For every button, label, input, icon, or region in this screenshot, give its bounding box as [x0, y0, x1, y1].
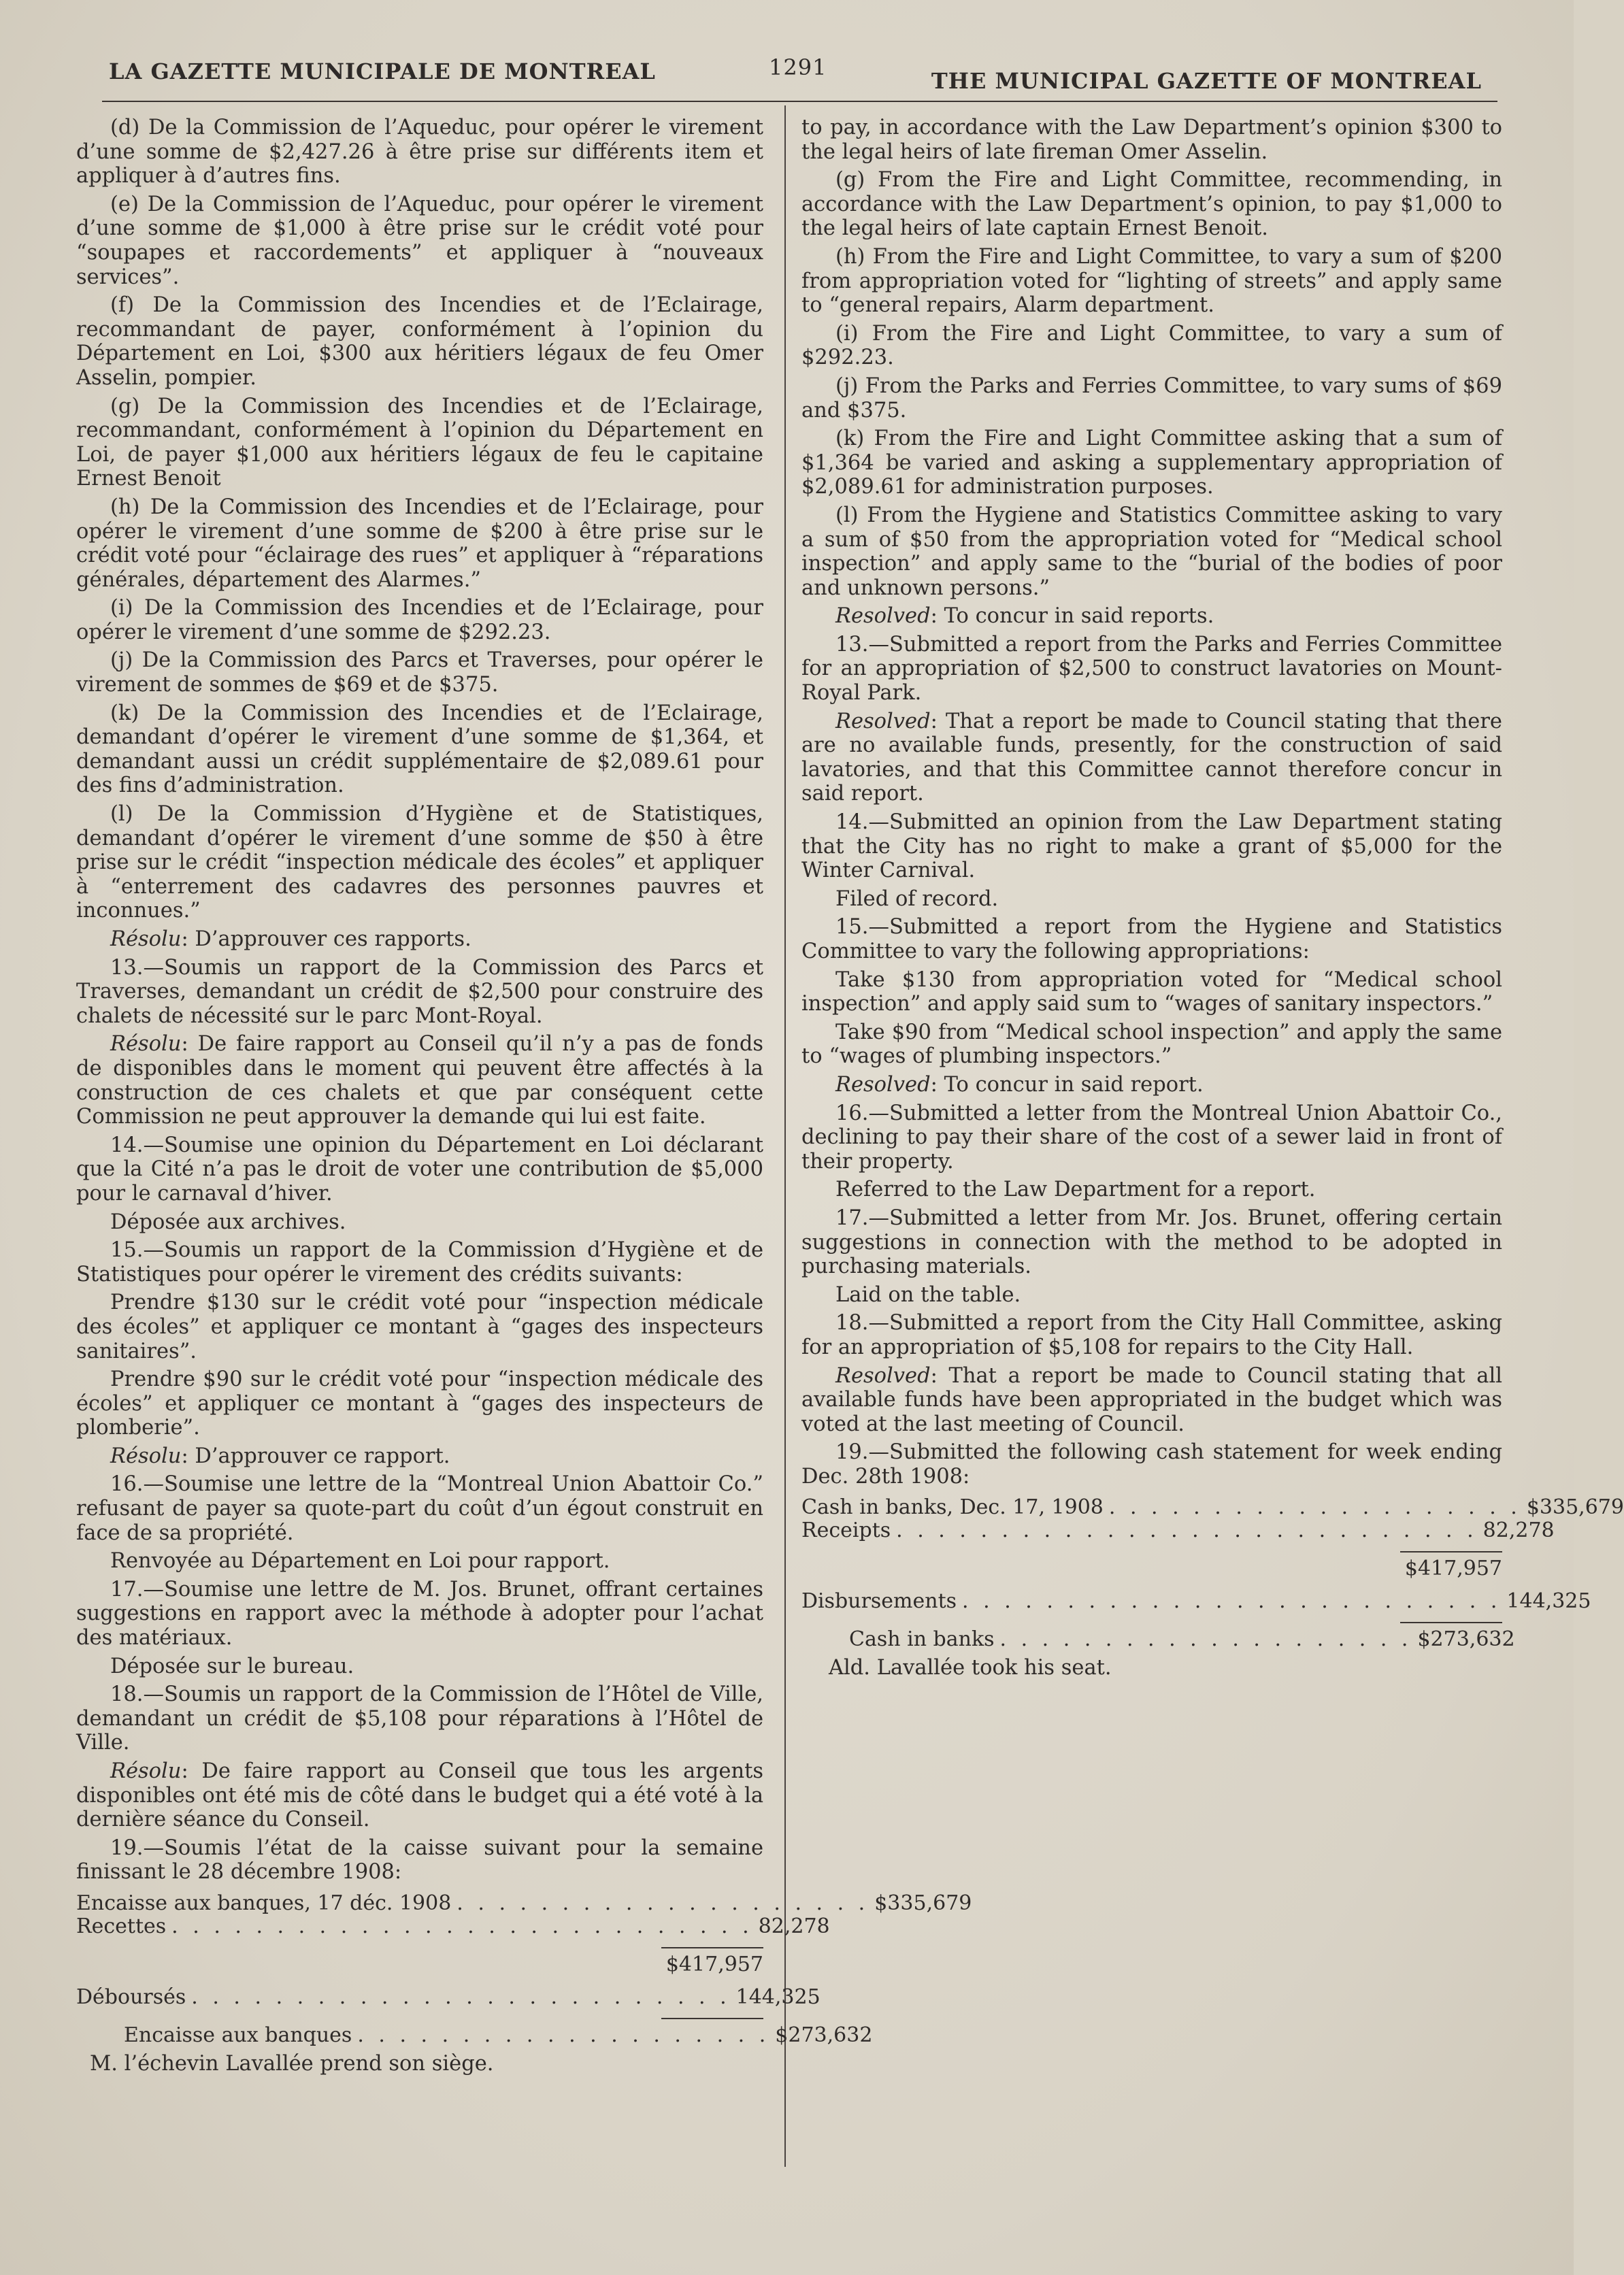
item-15: 15.—Soumis un rapport de la Commission d’Hygiène et de Statistiques pour opérer le virement des crédits suivants:: [76, 1238, 763, 1286]
cash-subtotal: $417,957: [665, 1952, 763, 1976]
leader-dots: . . . . . . . . . . . . . . . . . . . . . . . . . .: [191, 1985, 731, 2009]
cash-total-row: [801, 1627, 1515, 1652]
paragraph-i: (i) From the Fire and Light Committee, to vary a sum of $292.23.: [801, 321, 1502, 370]
paragraph-l: (l) De la Commission d’Hygiène et de Statistiques, demandant d’opérer le virement d’une somme de $50 à être prise sur le crédit “inspection médicale des écoles” et appliquer à “enterrement des cadavres des personnes pauvres et inconnues.”: [76, 802, 763, 923]
paragraph-h: (h) De la Commission des Incendies et de l’Eclairage, pour opérer le virement d’une somme de $200 à être prise sur le crédit voté pour “éclairage des rues” et appliquer à “réparations générales, département des Alarmes.”: [76, 495, 763, 592]
resolved-label: Resolved: [835, 709, 931, 733]
leader-dots: . . . . . . . . . . . . . . . . . . . .: [999, 1627, 1412, 1652]
resolution-4: [76, 1759, 763, 1832]
cash-amount: $335,679: [1526, 1495, 1624, 1520]
paragraph-j: (j) From the Parks and Ferries Committee, to vary sums of $69 and $375.: [801, 373, 1502, 422]
item-14-note: Filed of record.: [835, 886, 999, 911]
cash-label: Receipts: [801, 1518, 891, 1543]
resolu-text: : De faire rapport au Conseil que tous les argents disponibles ont été mis de côté dans le budget qui a été voté à la dernière séance du Conseil.: [76, 1759, 763, 1832]
cash-statement-fr: [76, 1891, 972, 2047]
cash-amount: 82,278: [758, 1914, 830, 1938]
leader-dots: . . . . . . . . . . . . . . . . . . . .: [1108, 1495, 1521, 1520]
cash-amount: 144,325: [1506, 1589, 1591, 1614]
cash-row: [76, 1914, 830, 1938]
item-18: 18.—Soumis un rapport de la Commission de l’Hôtel de Ville, demandant un crédit de $5,108 pour réparations à l’Hôtel de Ville.: [76, 1682, 763, 1755]
resolu-label: Résolu: [110, 927, 182, 951]
cash-amount: $335,679: [874, 1891, 972, 1915]
cash-amount: 144,325: [735, 1985, 821, 2009]
cash-label: Cash in banks, Dec. 17, 1908: [801, 1495, 1104, 1520]
item-17-note: Laid on the table.: [835, 1282, 1021, 1307]
item-15: 15.—Submitted a report from the Hygiene and Statistics Committee to vary the following appropriations:: [801, 915, 1502, 963]
resolution-3: [76, 1444, 763, 1469]
cash-row: [801, 1518, 1555, 1543]
item-16: 16.—Submitted a letter from the Montreal Union Abattoir Co., declining to pay their share of the cost of a sewer laid in front of their property.: [801, 1101, 1502, 1174]
item-16-note: Renvoyée au Département en Loi pour rapport.: [110, 1549, 610, 1574]
resolved-label: Resolved: [835, 604, 931, 629]
resolu-text: : D’approuver ce rapport.: [181, 1444, 450, 1468]
sum-rule: [661, 2018, 763, 2019]
item-19: 19.—Submitted the following cash statement for week ending Dec. 28th 1908:: [801, 1440, 1502, 1489]
item-18: 18.—Submitted a report from the City Hall Committee, asking for an appropriation of $5,108 for repairs to the City Hall.: [801, 1311, 1502, 1359]
resolu-label: Résolu: [110, 1759, 182, 1783]
item-15-b: Take $90 from “Medical school inspection” and apply the same to “wages of plumbing inspectors.”: [801, 1020, 1502, 1069]
resolved-label: Resolved: [835, 1072, 931, 1097]
closing-line: M. l’échevin Lavallée prend son siège.: [90, 2051, 494, 2076]
item-13: 13.—Submitted a report from the Parks and Ferries Committee for an appropriation of $2,500 to construct lavatories on Mount-Royal Park.: [801, 632, 1502, 705]
english-column: [801, 116, 1624, 1684]
item-17: 17.—Submitted a letter from Mr. Jos. Brunet, offering certain suggestions in connection with the method to be adopted in purchasing materials.: [801, 1206, 1502, 1279]
cash-subtotal: $417,957: [1404, 1557, 1502, 1581]
paragraph-g: (g) De la Commission des Incendies et de l’Eclairage, recommandant, conformément à l’opinion du Département en Loi, de payer $1,000 aux héritiers légaux de feu le capitaine Ernest Benoit: [76, 394, 763, 491]
cash-total-row: [76, 2023, 873, 2047]
resolution-2: [801, 710, 1502, 806]
cash-label: Recettes: [76, 1914, 167, 1938]
closing-line: Ald. Lavallée took his seat.: [829, 1656, 1112, 1680]
cash-row: [801, 1495, 1624, 1520]
item-14: 14.—Soumise une opinion du Département en Loi déclarant que la Cité n’a pas le droit de voter une contribution de $5,000 pour le carnaval d’hiver.: [76, 1133, 763, 1206]
sum-rule: [1400, 1551, 1502, 1552]
paragraph-l: (l) From the Hygiene and Statistics Committee asking to vary a sum of $50 from the appropriation voted for “Medical school inspection” and apply same to the “burial of the bodies of poor and unknown persons.”: [801, 503, 1502, 600]
leader-dots: . . . . . . . . . . . . . . . . . . . . . . . . . . . .: [896, 1518, 1478, 1543]
header-rule: [102, 101, 1497, 102]
sum-rule: [661, 1947, 763, 1948]
paragraph-e: (e) De la Commission de l’Aqueduc, pour opérer le virement d’une somme de $1,000 à être prise sur le crédit voté pour “soupapes et raccordements” et appliquer à “nouveaux services”.: [76, 192, 763, 289]
cash-subtotal-row: [76, 1953, 763, 1976]
cash-subtotal-row: [801, 1557, 1502, 1580]
cash-row: [801, 1589, 1591, 1614]
cash-amount: 82,278: [1482, 1518, 1555, 1543]
header-french-title: LA GAZETTE MUNICIPALE DE MONTREAL: [109, 59, 656, 84]
leader-dots: . . . . . . . . . . . . . . . . . . . . . . . . . .: [962, 1589, 1502, 1614]
item-17-note: Déposée sur le bureau.: [110, 1654, 354, 1678]
paragraph-f-continued: to pay, in accordance with the Law Department’s opinion $300 to the legal heirs of late fireman Omer Asselin.: [801, 116, 1502, 164]
header-english-title: THE MUNICIPAL GAZETTE OF MONTREAL: [931, 68, 1482, 94]
page-number: 1291: [769, 54, 827, 80]
paragraph-k: (k) De la Commission des Incendies et de l’Eclairage, demandant d’opérer le virement d’une somme de $1,364, et demandant aussi un crédit supplémentaire de $2,089.61 pour des fins d’administration.: [76, 701, 763, 798]
paragraph-i: (i) De la Commission des Incendies et de l’Eclairage, pour opérer le virement d’une somme de $292.23.: [76, 596, 763, 644]
resolu-label: Résolu: [110, 1032, 182, 1057]
item-16: 16.—Soumise une lettre de la “Montreal Union Abattoir Co.” refusant de payer sa quote-part du coût d’un égout construit en face de sa propriété.: [76, 1472, 763, 1545]
resolution-3: [801, 1073, 1502, 1097]
cash-label: Déboursés: [76, 1985, 186, 2009]
cash-row: [76, 1891, 972, 1915]
item-16-note: Referred to the Law Department for a report.: [835, 1178, 1316, 1202]
paragraph-h: (h) From the Fire and Light Committee, to vary a sum of $200 from appropriation voted for “lighting of streets” and apply same to “general repairs, Alarm department.: [801, 244, 1502, 318]
leader-dots: . . . . . . . . . . . . . . . . . . . .: [457, 1891, 869, 1915]
resolution-4: [801, 1364, 1502, 1437]
item-15-a: Prendre $130 sur le crédit voté pour “inspection médicale des écoles” et appliquer ce montant à “gages des inspecteurs sanitaires”.: [76, 1291, 763, 1363]
item-13: 13.—Soumis un rapport de la Commission des Parcs et Traverses, demandant un crédit de $2,500 pour construire des chalets de nécessité sur le parc Mont-Royal.: [76, 955, 763, 1028]
paragraph-f: (f) De la Commission des Incendies et de l’Eclairage, recommandant de payer, conformément à l’opinion du Département en Loi, $300 aux héritiers légaux de feu Omer Asselin, pompier.: [76, 293, 763, 390]
sum-rule: [1400, 1622, 1502, 1623]
resolved-label: Resolved: [835, 1363, 931, 1388]
resolu-text: : De faire rapport au Conseil qu’il n’y a pas de fonds de disponibles dans le moment qui peuvent être affectés à la construction de ces chalets et que par conséquent cette Commission ne peut approuver la demande qui lui est faite.: [76, 1032, 763, 1129]
resolved-text: : To concur in said report.: [930, 1072, 1204, 1097]
paragraph-k: (k) From the Fire and Light Committee asking that a sum of $1,364 be varied and asking a supplementary appropriation of $2,089.61 for administration purposes.: [801, 427, 1502, 499]
paragraph-j: (j) De la Commission des Parcs et Traverses, pour opérer le virement de sommes de $69 et de $375.: [76, 648, 763, 697]
item-15-a: Take $130 from appropriation voted for “Medical school inspection” and apply said sum to “wages of sanitary inspectors.”: [801, 967, 1502, 1016]
cash-total: $273,632: [1417, 1627, 1515, 1652]
cash-label: Encaisse aux banques: [124, 2023, 352, 2047]
cash-statement-en: [801, 1495, 1624, 1652]
resolu-label: Résolu: [110, 1444, 182, 1468]
resolved-text: : That a report be made to Council stating that all available funds have been appropriated in the budget which was voted at the last meeting of Council.: [801, 1363, 1502, 1436]
resolution-1: [76, 927, 763, 952]
item-14-note: Déposée aux archives.: [110, 1210, 346, 1234]
cash-row: [76, 1985, 821, 2009]
paragraph-g: (g) From the Fire and Light Committee, recommending, in accordance with the Law Department’s opinion, to pay $1,000 to the legal heirs of late captain Ernest Benoit.: [801, 168, 1502, 241]
resolved-text: : To concur in said reports.: [930, 604, 1214, 629]
leader-dots: . . . . . . . . . . . . . . . . . . . . . . . . . . . .: [171, 1914, 753, 1938]
cash-label: Cash in banks: [849, 1627, 995, 1652]
resolution-1: [801, 604, 1502, 629]
paragraph-d: (d) De la Commission de l’Aqueduc, pour opérer le virement d’une somme de $2,427.26 à être prise sur différents item et appliquer à d’autres fins.: [76, 116, 763, 188]
resolu-text: : D’approuver ces rapports.: [181, 927, 471, 951]
cash-total: $273,632: [775, 2023, 873, 2047]
page-header: [102, 53, 1482, 94]
column-divider: [784, 105, 786, 2167]
cash-label: Disbursements: [801, 1589, 957, 1614]
resolved-text: : That a report be made to Council stating that there are no available funds, presently, for the construction of said lavatories, and that this Committee cannot therefore concur in said report.: [801, 709, 1502, 806]
leader-dots: . . . . . . . . . . . . . . . . . . . .: [357, 2023, 770, 2047]
resolution-2: [76, 1032, 763, 1129]
cash-label: Encaisse aux banques, 17 déc. 1908: [76, 1891, 452, 1915]
item-14: 14.—Submitted an opinion from the Law Department stating that the City has no right to make a grant of $5,000 for the Winter Carnival.: [801, 810, 1502, 883]
item-19: 19.—Soumis l’état de la caisse suivant pour la semaine finissant le 28 décembre 1908:: [76, 1836, 763, 1884]
item-15-b: Prendre $90 sur le crédit voté pour “inspection médicale des écoles” et appliquer ce montant à “gages des inspecteurs de plomberie”.: [76, 1367, 763, 1440]
item-17: 17.—Soumise une lettre de M. Jos. Brunet, offrant certaines suggestions en rapport avec la méthode à adopter pour l’achat des matériaux.: [76, 1577, 763, 1650]
